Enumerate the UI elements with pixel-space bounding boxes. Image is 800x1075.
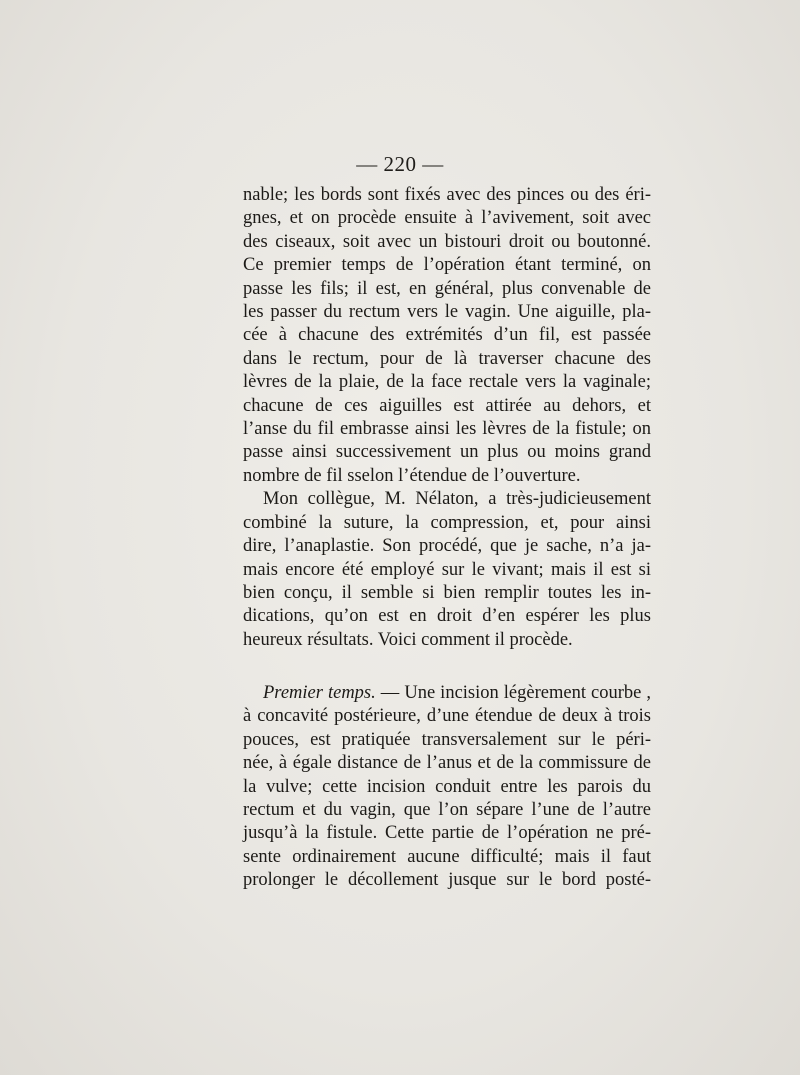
section-lead-italic: Premier temps.: [263, 683, 376, 703]
text-line: gnes, et on procède ensuite à l’avivement, soit avec: [243, 208, 651, 229]
text-line: dications, qu’on est en droit d’en espérer les plus: [243, 606, 651, 627]
text-line: pouces, est pratiquée transversalement sur le péri-: [243, 729, 651, 750]
text-line: nombre de fil sselon l’étendue de l’ouverture.: [243, 465, 581, 486]
text-line: sente ordinairement aucune difficulté; mais il faut: [243, 846, 651, 867]
text-line: mais encore été employé sur le vivant; mais il est si: [243, 559, 651, 580]
text-line: la vulve; cette incision conduit entre les parois du: [243, 776, 651, 797]
text-line: jusqu’à la fistule. Cette partie de l’opération ne pré-: [243, 823, 651, 844]
text-line: dans le rectum, pour de là traverser chacune des: [243, 348, 651, 369]
text-line: prolonger le décollement jusque sur le bord posté-: [243, 870, 651, 891]
text-line: l’anse du fil embrasse ainsi les lèvres de la fistule; on: [243, 419, 651, 440]
text-block-lower: [243, 682, 651, 893]
text-line: passe les fils; il est, en général, plus convenable de: [243, 278, 651, 299]
text-line: née, à égale distance de l’anus et de la commissure de: [243, 753, 651, 774]
text-line: nable; les bords sont fixés avec des pinces ou des éri-: [243, 185, 651, 205]
text-line: rectum et du vagin, que l’on sépare l’une de l’autre: [243, 800, 651, 821]
text-line: des ciseaux, soit avec un bistouri droit ou boutonné.: [243, 231, 651, 252]
page-number: — 220 —: [356, 152, 444, 176]
text-line: cée à chacune des extrémités d’un fil, est passée: [243, 325, 651, 346]
text-line: bien conçu, il semble si bien remplir toutes les in-: [243, 582, 651, 603]
section-lead-rest: — Une incision légèrement courbe ,: [375, 683, 651, 703]
text-line: combiné la suture, la compression, et, pour ainsi: [243, 512, 651, 533]
text-line: lèvres de la plaie, de la face rectale vers la vaginale;: [243, 372, 651, 393]
text-line: Mon collègue, M. Nélaton, a très-judicieusement: [263, 489, 651, 510]
text-line: heureux résultats. Voici comment il procède.: [243, 629, 573, 650]
paragraph-lead-line: [243, 682, 651, 705]
text-block-upper: [243, 184, 651, 652]
text-line: passe ainsi successivement un plus ou moins grand: [243, 442, 651, 463]
text-line: les passer du rectum vers le vagin. Une aiguille, pla-: [243, 302, 651, 323]
text-line: Ce premier temps de l’opération étant terminé, on: [243, 255, 651, 276]
text-line: dire, l’anaplastie. Son procédé, que je sache, n’a ja-: [243, 536, 651, 557]
text-line: à concavité postérieure, d’une étendue de deux à trois: [243, 706, 651, 727]
text-line: chacune de ces aiguilles est attirée au dehors, et: [243, 395, 651, 416]
